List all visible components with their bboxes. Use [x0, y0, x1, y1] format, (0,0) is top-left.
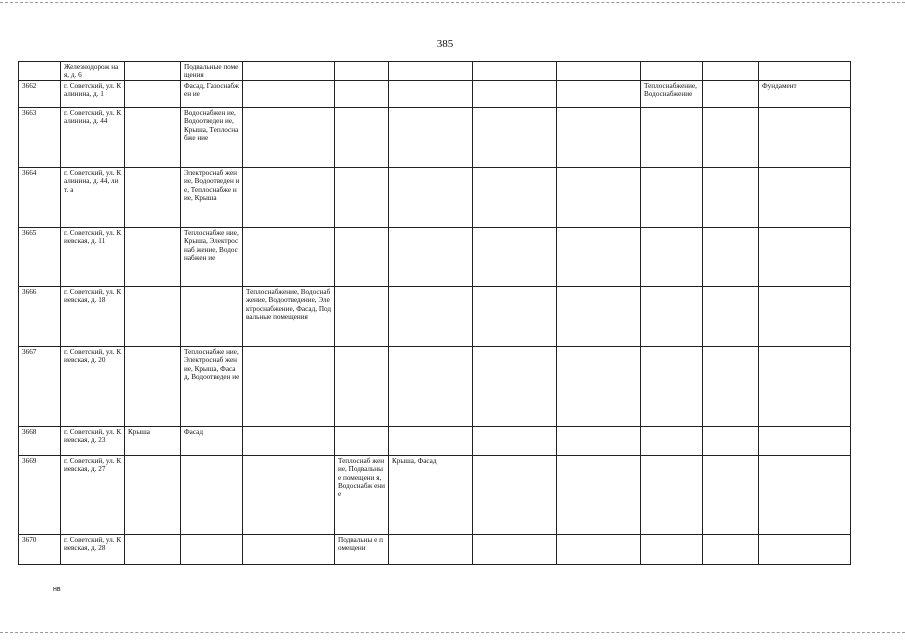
- table-cell: [703, 455, 759, 534]
- table-cell: [389, 346, 473, 426]
- table-cell: [641, 534, 703, 564]
- page-number: 385: [436, 38, 454, 50]
- table-cell: [335, 62, 389, 81]
- row-number: 3664: [19, 167, 61, 227]
- table-cell: [389, 107, 473, 167]
- table-cell: [335, 167, 389, 227]
- table-cell: [759, 62, 851, 81]
- table-cell: [243, 426, 335, 455]
- address-cell: г. Советский, ул. Киевская, д. 20: [61, 346, 125, 426]
- table-cell: [181, 534, 243, 564]
- table-cell: [473, 62, 557, 81]
- table-cell: [243, 107, 335, 167]
- table-cell: [125, 80, 181, 107]
- table-cell: [473, 227, 557, 286]
- table-cell: [125, 455, 181, 534]
- table-cell: [557, 455, 641, 534]
- table-row: [19, 455, 851, 534]
- table-cell: [641, 426, 703, 455]
- registry-table: [18, 61, 851, 565]
- table-cell: [703, 426, 759, 455]
- table-cell: [557, 167, 641, 227]
- table-cell: [641, 227, 703, 286]
- table-cell: [703, 286, 759, 346]
- table-cell: [389, 80, 473, 107]
- table-cell: Фасад, Газоснабжен ие: [181, 80, 243, 107]
- row-number: 3665: [19, 227, 61, 286]
- table-cell: [759, 286, 851, 346]
- table-cell: [243, 227, 335, 286]
- table-cell: [759, 426, 851, 455]
- table-cell: [473, 346, 557, 426]
- scan-top-edge: [0, 2, 905, 3]
- table-cell: Фасад: [181, 426, 243, 455]
- table-row: [19, 346, 851, 426]
- address-cell: г. Советский, ул. Киевская, д. 23: [61, 426, 125, 455]
- table-cell: [125, 107, 181, 167]
- address-cell: г. Советский, ул. Калинина, д. 1: [61, 80, 125, 107]
- table-cell: [335, 346, 389, 426]
- table-cell: [473, 80, 557, 107]
- row-number: 3667: [19, 346, 61, 426]
- table-cell: [389, 227, 473, 286]
- table-row: [19, 80, 851, 107]
- table-cell: [759, 534, 851, 564]
- table-cell: [641, 455, 703, 534]
- table-row: [19, 227, 851, 286]
- table-cell: [557, 62, 641, 81]
- row-number: 3669: [19, 455, 61, 534]
- table-cell: [703, 167, 759, 227]
- table-cell: [181, 455, 243, 534]
- table-cell: Водоснабжен ие, Водоотведен ие, Крыша, Теплоснабже ние: [181, 107, 243, 167]
- table-cell: [473, 107, 557, 167]
- table-cell: Теплоснабжение, Водоснабжение: [641, 80, 703, 107]
- table-cell: [473, 426, 557, 455]
- table-cell: [243, 80, 335, 107]
- table-cell: [125, 534, 181, 564]
- table-cell: [557, 80, 641, 107]
- table-cell: [243, 346, 335, 426]
- table-cell: [703, 107, 759, 167]
- table-cell: [335, 107, 389, 167]
- table-cell: [125, 346, 181, 426]
- row-number: [19, 62, 61, 81]
- table-cell: [703, 346, 759, 426]
- table-cell: [641, 62, 703, 81]
- table-cell: [641, 107, 703, 167]
- table-cell: Крыша: [125, 426, 181, 455]
- table-cell: [389, 426, 473, 455]
- table-row: [19, 426, 851, 455]
- table-row: [19, 62, 851, 81]
- table-cell: [703, 80, 759, 107]
- table-cell: [181, 286, 243, 346]
- table-cell: Электроснаб жение, Водоотведен ие, Теплоснабже ние, Крыша: [181, 167, 243, 227]
- row-number: 3663: [19, 107, 61, 167]
- table-cell: [703, 534, 759, 564]
- table-cell: [641, 346, 703, 426]
- table-cell: [759, 227, 851, 286]
- table-cell: [125, 286, 181, 346]
- table-cell: [641, 167, 703, 227]
- table-cell: [243, 167, 335, 227]
- table-cell: Теплоснабжение, Водоснабжение, Водоотведение, Электроснабжение, Фасад, Подвальные помещения: [243, 286, 335, 346]
- table-cell: [557, 286, 641, 346]
- row-number: 3662: [19, 80, 61, 107]
- table-cell: [473, 455, 557, 534]
- table-row: [19, 167, 851, 227]
- address-cell: г. Советский, ул. Калинина, д. 44: [61, 107, 125, 167]
- table-cell: [703, 227, 759, 286]
- table-cell: [125, 227, 181, 286]
- table-cell: [759, 107, 851, 167]
- table-cell: [243, 62, 335, 81]
- scan-bottom-edge: [0, 632, 905, 633]
- table-cell: [335, 286, 389, 346]
- footer-mark: нв: [53, 586, 61, 593]
- table-row: [19, 286, 851, 346]
- table-cell: [473, 286, 557, 346]
- address-cell: г. Советский, ул. Калинина, д. 44, лит. а: [61, 167, 125, 227]
- address-cell: г. Советский, ул. Киевская, д. 18: [61, 286, 125, 346]
- table-cell: [243, 455, 335, 534]
- table-cell: Подвальны е помещени: [335, 534, 389, 564]
- table-cell: [125, 167, 181, 227]
- table-cell: [557, 534, 641, 564]
- table-row: [19, 534, 851, 564]
- address-cell: Железнодорож ная, д. 6: [61, 62, 125, 81]
- table-cell: [243, 534, 335, 564]
- table-cell: [759, 455, 851, 534]
- table-cell: Теплоснаб жение, Подвальны е помещени я, Водоснабж ение: [335, 455, 389, 534]
- table-cell: [641, 286, 703, 346]
- address-cell: г. Советский, ул. Киевская, д. 28: [61, 534, 125, 564]
- table-cell: [557, 227, 641, 286]
- table-cell: [703, 62, 759, 81]
- address-cell: г. Советский, ул. Киевская, д. 11: [61, 227, 125, 286]
- table-cell: [389, 534, 473, 564]
- table-cell: [557, 426, 641, 455]
- table-cell: [389, 286, 473, 346]
- table-cell: [335, 426, 389, 455]
- table-cell: Теплоснабже ние, Крыша, Электроснаб жение, Водоснабжен ие: [181, 227, 243, 286]
- row-number: 3668: [19, 426, 61, 455]
- row-number: 3670: [19, 534, 61, 564]
- table-cell: Крыша, Фасад: [389, 455, 473, 534]
- table-cell: [125, 62, 181, 81]
- table-row: [19, 107, 851, 167]
- table-cell: [473, 534, 557, 564]
- table-cell: [335, 227, 389, 286]
- table-cell: [335, 80, 389, 107]
- table-cell: [473, 167, 557, 227]
- table-cell: Фундамент: [759, 80, 851, 107]
- table-cell: [557, 346, 641, 426]
- table-cell: Теплоснабже ние, Электроснаб жение, Крыша, Фасад, Водоотведен ие: [181, 346, 243, 426]
- row-number: 3666: [19, 286, 61, 346]
- address-cell: г. Советский, ул. Киевская, д. 27: [61, 455, 125, 534]
- table-cell: [389, 62, 473, 81]
- table-cell: Подвальные помещения: [181, 62, 243, 81]
- table-cell: [759, 346, 851, 426]
- table-cell: [759, 167, 851, 227]
- table-cell: [389, 167, 473, 227]
- table-cell: [557, 107, 641, 167]
